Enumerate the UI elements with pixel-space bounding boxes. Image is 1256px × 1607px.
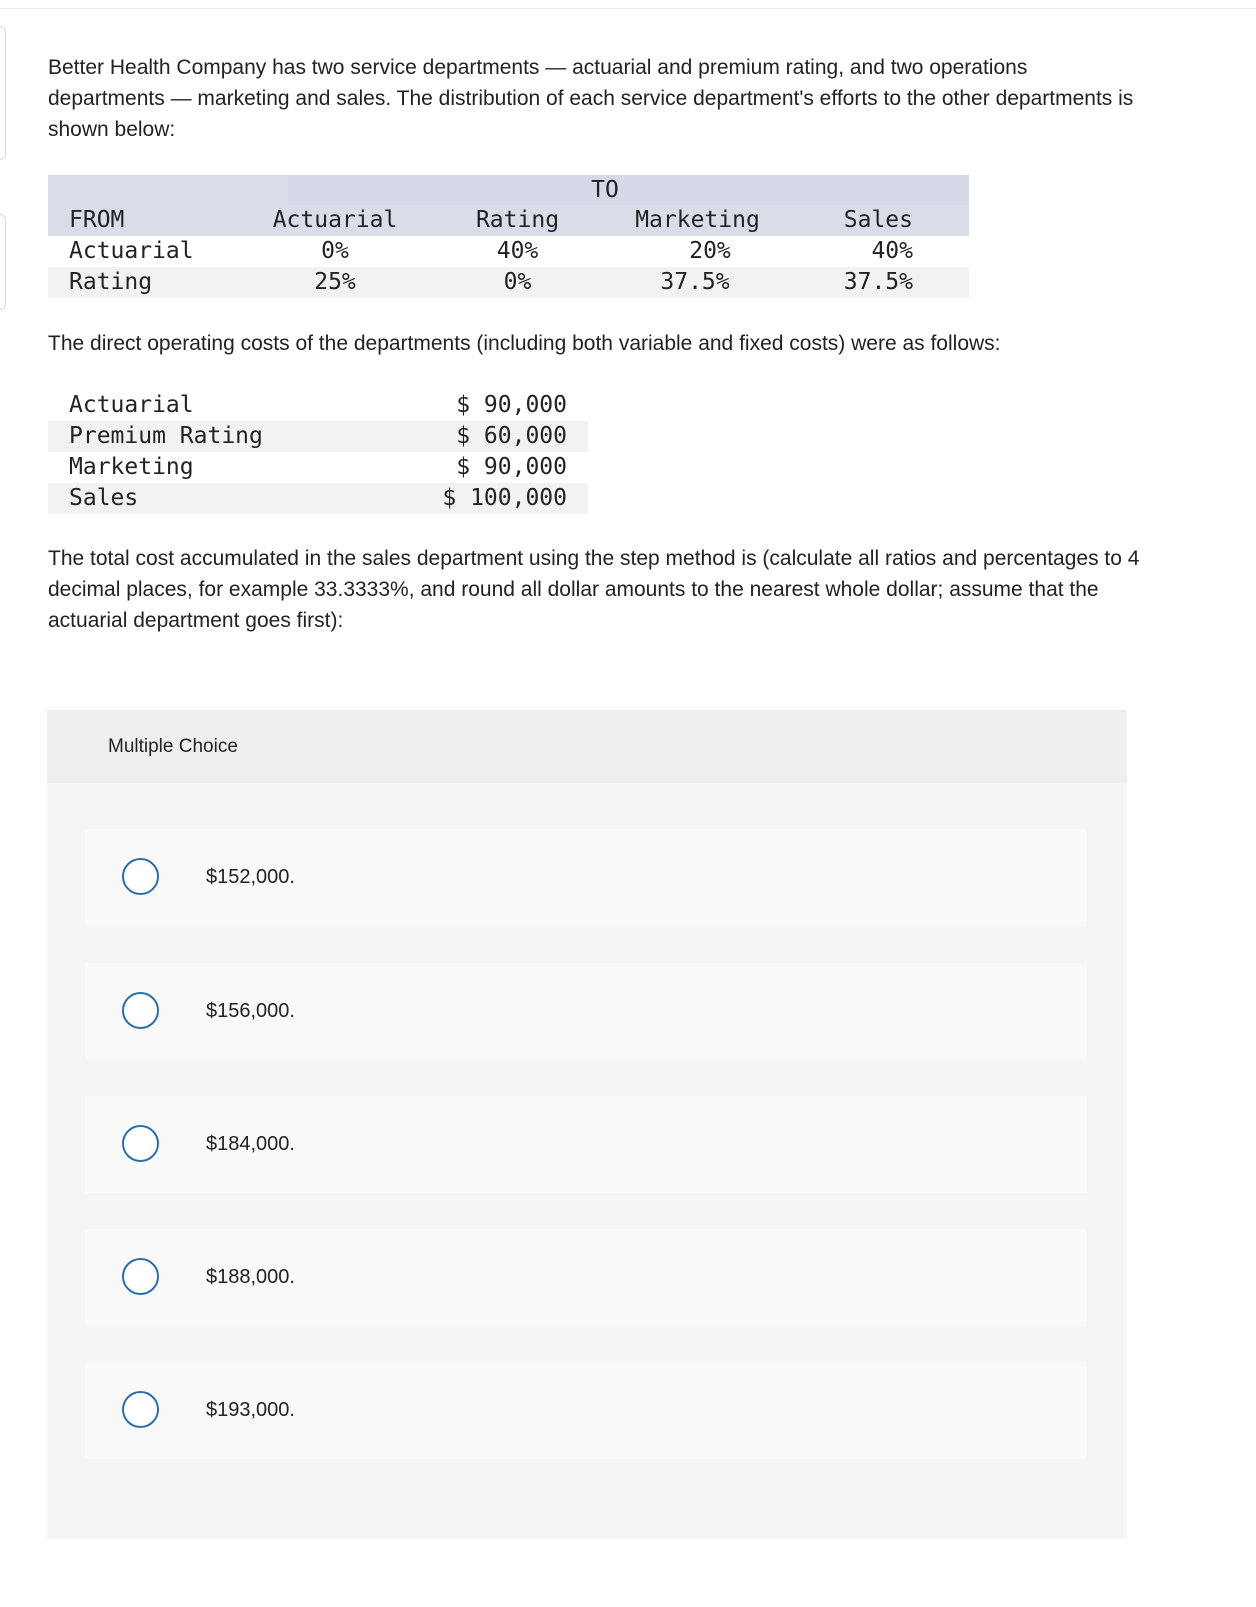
table-cell: 20% <box>689 238 731 264</box>
table-cell: 37.5% <box>660 269 730 295</box>
cost-amount: $ 90,000 <box>456 454 567 480</box>
multiple-choice-header <box>47 710 1127 783</box>
answer-option-3[interactable] <box>85 1096 1087 1193</box>
cost-label: Actuarial <box>69 392 194 418</box>
from-label: FROM <box>69 207 125 233</box>
column-header-marketing: Marketing <box>635 207 760 233</box>
left-frame-edge <box>0 214 6 310</box>
column-header-sales: Sales <box>843 207 913 233</box>
answer-option-label: $156,000. <box>206 1000 295 1022</box>
radio-button-icon[interactable] <box>122 1125 159 1162</box>
column-header-actuarial: Actuarial <box>272 207 398 233</box>
answer-option-2[interactable] <box>85 963 1087 1060</box>
cost-amount: $ 90,000 <box>456 392 567 418</box>
left-frame-edge <box>0 26 6 160</box>
column-header-rating: Rating <box>475 207 560 233</box>
answer-option-1[interactable] <box>85 829 1087 926</box>
answer-option-4[interactable] <box>85 1229 1087 1326</box>
answer-option-5[interactable] <box>85 1362 1087 1459</box>
multiple-choice-label: Multiple Choice <box>108 736 238 757</box>
to-label: TO <box>591 177 619 203</box>
row-label-actuarial: Actuarial <box>69 238 194 264</box>
table-cell: 0% <box>503 269 532 295</box>
answer-option-label: $188,000. <box>206 1266 295 1288</box>
to-header-cell <box>288 175 969 205</box>
radio-button-icon[interactable] <box>122 1258 159 1295</box>
top-divider <box>0 8 1256 9</box>
cost-label: Premium Rating <box>69 423 263 449</box>
cost-label: Sales <box>69 485 139 511</box>
radio-button-icon[interactable] <box>122 1391 159 1428</box>
answer-option-label: $184,000. <box>206 1133 295 1155</box>
costs-intro: The direct operating costs of the departments (including both variable and fixed costs) were as follows: <box>48 332 1001 355</box>
row-label-rating: Rating <box>69 269 153 295</box>
cost-label: Marketing <box>69 454 194 480</box>
table-cell: 40% <box>871 238 913 264</box>
table-cell: 25% <box>314 269 356 295</box>
multiple-choice-panel <box>47 710 1127 1539</box>
table-cell: 37.5% <box>843 269 913 295</box>
table-cell: 0% <box>321 238 349 264</box>
table-cell: 40% <box>496 238 539 264</box>
question-prompt: The total cost accumulated in the sales department using the step method is (calculate all ratios and percentages to 4 decimal places, for example 33.3333%, and round all dollar amounts to the nearest whole dollar; assume that the actuarial department goes first): <box>48 547 1140 632</box>
cost-amount: $ 100,000 <box>442 485 567 511</box>
radio-button-icon[interactable] <box>122 858 159 895</box>
answer-option-label: $193,000. <box>206 1399 295 1421</box>
answer-option-label: $152,000. <box>206 866 295 888</box>
question-intro: Better Health Company has two service departments — actuarial and premium rating, and two operations departments — marketing and sales. The distribution of each service department's efforts to the other departments is shown below: <box>48 56 1134 141</box>
cost-amount: $ 60,000 <box>456 423 567 449</box>
radio-button-icon[interactable] <box>122 992 159 1029</box>
